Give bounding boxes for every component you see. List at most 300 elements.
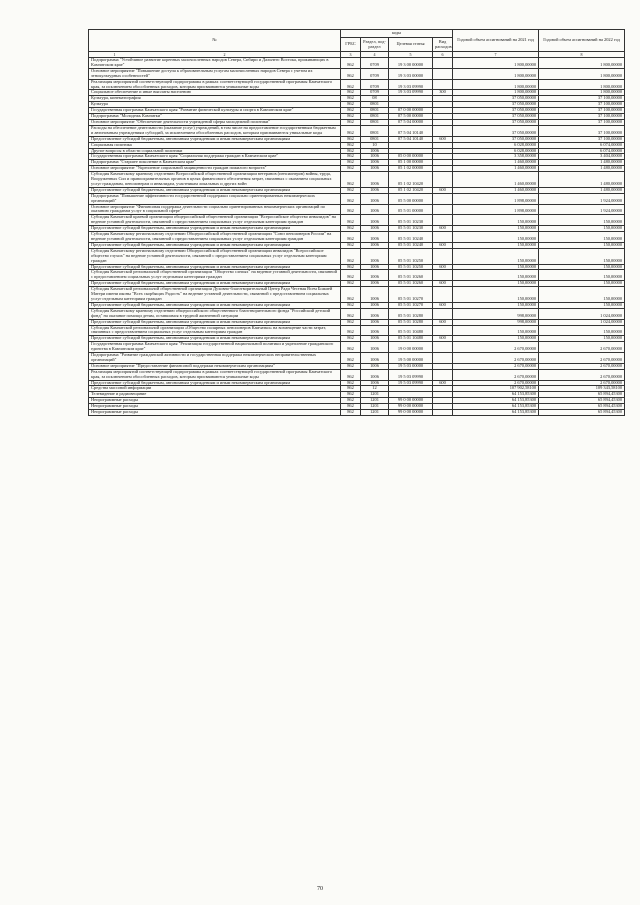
table-row [89,369,625,380]
row-cs-cell: 05 5 01 10240 [389,232,433,243]
row-cs-cell: 07 5 04 10140 [389,136,433,142]
row-cs-cell: 05 5 00 00000 [389,193,433,204]
row-cs-cell: 05 1 02 10420 [389,187,433,193]
row-rz-cell: 1006 [361,160,389,166]
row-rz-cell: 1006 [361,187,389,193]
row-grbs-cell: 862 [341,215,361,226]
row-grbs-cell: 862 [341,96,361,102]
row-vr-cell [433,342,453,353]
row-grbs-cell: 862 [341,287,361,303]
row-grbs-cell: 862 [341,353,361,364]
row-v2-cell: 2 670,00000 [539,363,625,369]
row-grbs-cell: 862 [341,386,361,392]
row-name-cell: Предоставление субсидий бюджетным, автономным учреждениям и иным некоммерческим организациям [89,136,341,142]
row-v2-cell: 150,00000 [539,248,625,264]
header-vid: Вид расходов [433,38,453,52]
table-row [89,58,625,69]
row-v2-cell: 3 404,00000 [539,154,625,160]
row-grbs-cell: 862 [341,154,361,160]
row-cs-cell: 05 1 02 00000 [389,166,433,172]
row-vr-cell: 600 [433,242,453,248]
row-rz-cell: 1006 [361,193,389,204]
row-v1-cell: 37 050,00000 [453,136,539,142]
row-rz-cell: 1006 [361,353,389,364]
table-row [89,308,625,319]
row-vr-cell [433,172,453,188]
row-cs-cell: 19 3 03 09990 [389,79,433,90]
row-grbs-cell: 862 [341,369,361,380]
row-cs-cell: 05 5 01 10250 [389,248,433,264]
row-vr-cell [433,125,453,136]
row-name-cell: Основное мероприятие "Предоставление финансовой поддержки некоммерческим организациям" [89,363,341,369]
row-v1-cell: 150,00000 [453,232,539,243]
row-rz-cell: 1006 [361,336,389,342]
row-v2-cell: 150,00000 [539,270,625,281]
row-grbs-cell: 862 [341,336,361,342]
row-v1-cell: 6 028,00000 [453,148,539,154]
row-v2-cell: 1 800,00000 [539,90,625,96]
row-name-cell: Реализация мероприятий соответствующей подпрограммы в рамках соответствующей государственной программы Камчатского края, за исключением обособленных расходов, которым присваиваются уникальные коды [89,369,341,380]
row-v1-cell: 1 898,00000 [453,204,539,215]
row-v2-cell: 1 800,00000 [539,79,625,90]
row-v1-cell: 150,00000 [453,336,539,342]
row-grbs-cell: 862 [341,404,361,410]
header-razdel: Раздел, под-раздел [361,38,389,52]
row-rz-cell: 1006 [361,264,389,270]
row-vr-cell: 600 [433,281,453,287]
row-grbs-cell: 862 [341,380,361,386]
row-v1-cell: 64 153,85300 [453,398,539,404]
row-rz-cell: 0801 [361,119,389,125]
row-cs-cell: 05 5 01 10230 [389,215,433,226]
header-no: № [89,30,341,52]
row-v2-cell: 1 480,00000 [539,166,625,172]
header-celevaya: Целевая статья [389,38,433,52]
row-vr-cell [433,287,453,303]
row-grbs-cell: 862 [341,187,361,193]
row-grbs-cell: 862 [341,58,361,69]
row-cs-cell: 07 5 04 10140 [389,125,433,136]
row-name-cell: Расходы на обеспечение деятельности (оказание услуг) учреждений, в том числе на предоставление государственным бюджетным и автономным учреждениям субсидий, за исключением обособленных расходов, которым присваиваются уникальные коды [89,125,341,136]
row-name-cell: Подпрограмма "Молодежь Камчатки" [89,114,341,120]
row-name-cell: Субсидия Камчатской краевой организации общероссийской общественной организации "Всероссийское общество инвалидов" на ведение уставной деятельности, связанной с предоставлением социальных услуг отдельным категориям граждан [89,215,341,226]
header-codes: коды [341,30,453,38]
row-v2-cell: 150,00000 [539,281,625,287]
row-rz-cell: 0709 [361,79,389,90]
row-grbs-cell: 862 [341,68,361,79]
row-cs-cell: 19 5 03 09990 [389,380,433,386]
row-name-cell: Подпрограмма "Старшее поколение в Камчатском крае" [89,160,341,166]
row-name-cell: Государственная программа Камчатского края "Реализация государственной национальной политики и укрепление гражданского единства в Камчатском крае" [89,342,341,353]
row-vr-cell [433,215,453,226]
row-rz-cell: 1006 [361,342,389,353]
header-grbs: ГРБС [341,38,361,52]
row-vr-cell [433,232,453,243]
row-v2-cell: 37 100,00000 [539,108,625,114]
row-rz-cell: 1006 [361,287,389,303]
row-grbs-cell: 862 [341,136,361,142]
row-v2-cell: 65 894,45300 [539,392,625,398]
row-cs-cell: 07 0 00 00000 [389,108,433,114]
row-grbs-cell: 862 [341,204,361,215]
column-number: 8 [580,52,583,57]
row-vr-cell [433,369,453,380]
row-rz-cell: 1006 [361,172,389,188]
row-name-cell: Предоставление субсидий бюджетным, автономным учреждениям и иным некоммерческим организациям [89,226,341,232]
row-v1-cell: 2 670,00000 [453,380,539,386]
column-number: 4 [373,52,376,57]
budget-table [88,29,625,416]
row-grbs-cell: 862 [341,125,361,136]
row-vr-cell: 600 [433,264,453,270]
row-name-cell: Социальное обеспечение и иные выплаты населению [89,90,341,96]
row-vr-cell [433,193,453,204]
row-vr-cell [433,308,453,319]
row-v2-cell: 2 670,00000 [539,380,625,386]
row-cs-cell: 99 0 00 00000 [389,410,433,416]
table-row [89,342,625,353]
row-v2-cell: 150,00000 [539,226,625,232]
row-name-cell: Субсидия Камчатской региональной общественной организации Духовно-благотворительный Центр Ради Честная Всем Божией Матери имени иконы "Всех скорбящих Радость" на ведение уставной деятельности, связанной с предоставлением социальных услуг отдельным категориям граждан [89,287,341,303]
row-grbs-cell: 862 [341,242,361,248]
row-v2-cell: 6 074,00000 [539,148,625,154]
row-rz-cell: 0709 [361,58,389,69]
row-rz-cell: 1201 [361,392,389,398]
row-v1-cell: 37 050,00000 [453,96,539,102]
row-rz-cell: 1006 [361,369,389,380]
row-rz-cell: 0801 [361,102,389,108]
row-grbs-cell: 862 [341,392,361,398]
row-rz-cell: 0709 [361,68,389,79]
row-rz-cell: 0801 [361,108,389,114]
row-grbs-cell: 862 [341,248,361,264]
row-grbs-cell: 862 [341,264,361,270]
row-v2-cell: 65 894,45300 [539,404,625,410]
row-grbs-cell: 862 [341,410,361,416]
row-cs-cell: 05 5 01 10250 [389,264,433,270]
row-name-cell: Государственная программа Камчатского края "Развитие физической культуры и спорта в Камчатском крае" [89,108,341,114]
row-v1-cell: 1 800,00000 [453,79,539,90]
row-rz-cell: 1006 [361,242,389,248]
row-grbs-cell: 862 [341,102,361,108]
row-name-cell: Основное мероприятие "Повышение доступа к образовательным услугам малочисленных народов Севера с учетом их этнокультурных особенностей" [89,68,341,79]
row-name-cell: Предоставление субсидий бюджетным, автономным учреждениям и иным некоммерческим организациям [89,302,341,308]
row-rz-cell: 1006 [361,281,389,287]
row-v1-cell: 150,00000 [453,226,539,232]
row-cs-cell: 19 0 00 00000 [389,342,433,353]
row-v1-cell: 1 460,00000 [453,166,539,172]
row-grbs-cell: 862 [341,342,361,353]
row-name-cell: Основное мероприятие "Обеспечение деятельности учреждений сферы молодежной политики" [89,119,341,125]
header-year2: Годовой объем ассигнований на 2022 год [539,30,625,52]
row-v1-cell: 37 050,00000 [453,102,539,108]
row-cs-cell: 05 1 02 10420 [389,172,433,188]
row-name-cell: Подпрограмма "Развитие гражданской активности и государственная поддержка некоммерческих неправительственных организаций" [89,353,341,364]
row-v2-cell: 150,00000 [539,302,625,308]
row-rz-cell: 1006 [361,302,389,308]
row-v1-cell: 2 670,00000 [453,353,539,364]
column-number: 2 [223,52,226,57]
column-number: 3 [349,52,352,57]
row-vr-cell [433,68,453,79]
row-name-cell: Непрограммные расходы [89,398,341,404]
row-rz-cell: 1006 [361,270,389,281]
row-v1-cell: 150,00000 [453,270,539,281]
row-name-cell: Основное мероприятие "Укрепление социальной защищенности граждан пожилого возраста" [89,166,341,172]
row-vr-cell [433,270,453,281]
table-row [89,410,625,416]
row-v2-cell: 37 100,00000 [539,96,625,102]
row-grbs-cell: 862 [341,232,361,243]
row-vr-cell: 600 [433,302,453,308]
row-rz-cell: 1006 [361,166,389,172]
row-grbs-cell: 862 [341,166,361,172]
row-rz-cell: 1006 [361,154,389,160]
row-rz-cell: 1201 [361,404,389,410]
row-name-cell: Предоставление субсидий бюджетным, автономным учреждениям и иным некоммерческим организациям [89,264,341,270]
row-name-cell: Предоставление субсидий бюджетным, автономным учреждениям и иным некоммерческим организациям [89,336,341,342]
row-v2-cell: 1 924,00000 [539,193,625,204]
column-number: 6 [441,52,444,57]
row-v1-cell: 150,00000 [453,264,539,270]
column-number: 7 [494,52,497,57]
row-v2-cell: 150,00000 [539,325,625,336]
row-rz-cell: 1006 [361,204,389,215]
row-v2-cell: 1 480,00000 [539,187,625,193]
row-cs-cell: 05 5 01 10270 [389,302,433,308]
row-vr-cell [433,204,453,215]
row-v1-cell: 150,00000 [453,248,539,264]
row-rz-cell: 1006 [361,215,389,226]
row-grbs-cell: 862 [341,319,361,325]
row-v1-cell: 1 460,00000 [453,187,539,193]
row-name-cell: Субсидия Камчатскому краевому отделению общероссийского общественного благотворительного фонда "Российский детский фонд" на оказание помощи детям, оставшимся в трудной жизненной ситуации [89,308,341,319]
row-v2-cell: 37 100,00000 [539,102,625,108]
row-grbs-cell: 862 [341,281,361,287]
row-cs-cell: 05 0 00 00000 [389,154,433,160]
row-v1-cell: 6 028,00000 [453,142,539,148]
row-cs-cell: 19 5 03 09990 [389,369,433,380]
row-vr-cell: 600 [433,319,453,325]
row-v2-cell: 1 024,00000 [539,319,625,325]
row-v2-cell: 150,00000 [539,264,625,270]
table-row [89,270,625,281]
row-cs-cell: 99 0 00 00000 [389,398,433,404]
row-v2-cell: 2 670,00000 [539,353,625,364]
row-name-cell: Субсидия Камчатскому региональному отделению Общероссийской общественной организации "Союз пенсионеров России" на ведение уставной деятельности, связанной с предоставлением социальных услуг отдельным категориям граждан [89,232,341,243]
row-rz-cell: 1006 [361,325,389,336]
row-v2-cell: 37 100,00000 [539,136,625,142]
row-name-cell: Другие вопросы в области социальной политики [89,148,341,154]
row-name-cell: Средства массовой информации [89,386,341,392]
row-rz-cell: 1201 [361,398,389,404]
row-v2-cell: 37 100,00000 [539,119,625,125]
row-rz-cell: 0801 [361,125,389,136]
row-grbs-cell: 862 [341,363,361,369]
row-name-cell: Предоставление субсидий бюджетным, автономным учреждениям и иным некоммерческим организациям [89,187,341,193]
row-v1-cell: 1 898,00000 [453,193,539,204]
row-name-cell: Субсидия Камчатскому региональному отделению Общероссийской общественной организации инвалидов "Всероссийское общество глухих" на ведение уставной деятельности, связанной с предоставлением социальных услуг отдельным категориям граждан [89,248,341,264]
row-vr-cell [433,58,453,69]
row-v2-cell: 65 894,45300 [539,410,625,416]
row-v2-cell: 150,00000 [539,336,625,342]
row-vr-cell [433,410,453,416]
row-cs-cell: 05 1 00 00000 [389,160,433,166]
row-v1-cell: 37 050,00000 [453,108,539,114]
row-v2-cell: 150,00000 [539,287,625,303]
row-rz-cell: 1006 [361,226,389,232]
row-v2-cell: 1 800,00000 [539,58,625,69]
row-name-cell: Реализация мероприятий соответствующей подпрограммы в рамках соответствующей государственной программы Камчатского края, за исключением обособленных расходов, которым присваиваются уникальные коды [89,79,341,90]
row-name-cell: Культура [89,102,341,108]
row-name-cell: Подпрограмма "Повышение эффективности государственной поддержки социально ориентированных некоммерческих организаций" [89,193,341,204]
row-cs-cell: 05 5 01 00000 [389,204,433,215]
row-v1-cell: 107 902,58100 [453,386,539,392]
row-name-cell: Субсидия Камчатской региональной общественной организации "Общество слепых" на ведение уставной деятельности, связанной с предоставлением социальных услуг отдельным категориям граждан [89,270,341,281]
row-v2-cell: 65 894,45300 [539,398,625,404]
row-v2-cell: 150,00000 [539,242,625,248]
row-cs-cell: 19 3 00 00000 [389,58,433,69]
row-rz-cell: 1006 [361,380,389,386]
row-grbs-cell: 862 [341,302,361,308]
row-v2-cell: 6 074,00000 [539,142,625,148]
row-rz-cell: 1006 [361,232,389,243]
row-rz-cell: 1006 [361,363,389,369]
row-rz-cell: 0709 [361,90,389,96]
row-name-cell: Подпрограмма "Устойчивое развитие коренных малочисленных народов Севера, Сибири и Дальнего Востока, проживающих в Камчатском крае" [89,58,341,69]
row-cs-cell: 05 5 01 10280 [389,308,433,319]
row-name-cell: Субсидия Камчатской региональной организации «Общество полярных пенсионеров Камчатки» на возмещение части затрат, связанных с предоставлением социальных услуг отдельным категориям граждан [89,325,341,336]
row-vr-cell: 600 [433,226,453,232]
row-grbs-cell: 862 [341,148,361,154]
row-v1-cell: 1 460,00000 [453,160,539,166]
row-cs-cell: 19 5 00 00000 [389,353,433,364]
row-name-cell: Предоставление субсидий бюджетным, автономным учреждениям и иным некоммерческим организациям [89,380,341,386]
row-cs-cell: 07 5 04 00000 [389,119,433,125]
row-grbs-cell: 862 [341,270,361,281]
row-cs-cell: 05 5 01 10480 [389,336,433,342]
row-cs-cell: 07 5 00 00000 [389,114,433,120]
row-v1-cell: 150,00000 [453,302,539,308]
row-v1-cell: 1 800,00000 [453,68,539,79]
row-grbs-cell: 862 [341,119,361,125]
row-rz-cell: 0801 [361,114,389,120]
row-v1-cell: 1 460,00000 [453,172,539,188]
row-vr-cell [433,79,453,90]
row-v1-cell: 37 050,00000 [453,114,539,120]
row-v2-cell: 37 100,00000 [539,125,625,136]
row-grbs-cell: 862 [341,193,361,204]
row-v1-cell: 998,00000 [453,308,539,319]
row-name-cell: Непрограммные расходы [89,404,341,410]
row-cs-cell: 19 3 03 09990 [389,90,433,96]
row-v2-cell: 2 670,00000 [539,342,625,353]
row-name-cell: Телевидение и радиовещание [89,392,341,398]
row-v1-cell: 64 153,85300 [453,410,539,416]
table-body [89,52,625,416]
row-grbs-cell: 862 [341,172,361,188]
row-v1-cell: 64 153,85300 [453,404,539,410]
row-v2-cell: 37 100,00000 [539,114,625,120]
row-name-cell: Государственная программа Камчатского края "Социальная поддержка граждан в Камчатском крае" [89,154,341,160]
row-name-cell: Предоставление субсидий бюджетным, автономным учреждениям и иным некоммерческим организациям [89,319,341,325]
row-v1-cell: 2 670,00000 [453,342,539,353]
row-v2-cell: 150,00000 [539,232,625,243]
row-name-cell: Социальная политика [89,142,341,148]
table-row [89,172,625,188]
row-vr-cell [433,325,453,336]
row-cs-cell: 19 3 03 00000 [389,68,433,79]
row-rz-cell: 1006 [361,308,389,319]
row-v2-cell: 1 800,00000 [539,68,625,79]
row-v1-cell: 3 358,00000 [453,154,539,160]
row-grbs-cell: 862 [341,79,361,90]
row-cs-cell: 05 5 01 10230 [389,226,433,232]
table-row [89,248,625,264]
row-v1-cell: 37 050,00000 [453,119,539,125]
row-vr-cell: 600 [433,336,453,342]
table-row [89,79,625,90]
row-rz-cell: 10 [361,142,389,148]
row-grbs-cell: 862 [341,90,361,96]
row-rz-cell: 1006 [361,319,389,325]
row-name-cell: Предоставление субсидий бюджетным, автономным учреждениям и иным некоммерческим организациям [89,281,341,287]
column-number: 5 [409,52,412,57]
row-grbs-cell: 862 [341,325,361,336]
row-v2-cell: 2 670,00000 [539,369,625,380]
header-year1: Годовой объем ассигнований на 2021 год [453,30,539,52]
row-vr-cell: 600 [433,380,453,386]
row-v1-cell: 150,00000 [453,325,539,336]
row-v2-cell: 1 024,00000 [539,308,625,319]
table-row [89,325,625,336]
row-rz-cell: 1006 [361,248,389,264]
row-v1-cell: 150,00000 [453,242,539,248]
row-v1-cell: 2 670,00000 [453,363,539,369]
table-row [89,193,625,204]
row-v1-cell: 150,00000 [453,215,539,226]
row-name-cell: Предоставление субсидий бюджетным, автономным учреждениям и иным некоммерческим организациям [89,242,341,248]
row-cs-cell: 05 5 01 10260 [389,281,433,287]
row-name-cell: Субсидия Камчатскому краевому отделению Всероссийской общественной организации ветеранов (пенсионеров) войны, труда, Вооруженных Сил и правоохранительных органов в целях финансового обеспечения затрат, связанных с оказанием социальных услуг гражданам, пенсионерам и инвалидам, участникам локальных и других войн [89,172,341,188]
row-grbs-cell: 862 [341,108,361,114]
row-v1-cell: 2 670,00000 [453,369,539,380]
row-v1-cell: 37 050,00000 [453,125,539,136]
row-grbs-cell: 862 [341,142,361,148]
table-row [89,68,625,79]
row-v1-cell: 150,00000 [453,281,539,287]
row-grbs-cell: 862 [341,226,361,232]
row-v1-cell: 998,00000 [453,319,539,325]
column-number: 1 [113,52,116,57]
row-cs-cell: 05 5 01 10480 [389,325,433,336]
table-row [89,353,625,364]
row-vr-cell: 600 [433,136,453,142]
row-v1-cell: 1 800,00000 [453,58,539,69]
row-grbs-cell: 862 [341,398,361,404]
table-row [89,125,625,136]
row-vr-cell [433,248,453,264]
row-rz-cell: 08 [361,96,389,102]
row-v2-cell: 1 480,00000 [539,172,625,188]
row-v2-cell: 1 924,00000 [539,204,625,215]
row-v1-cell: 1 800,00000 [453,90,539,96]
row-cs-cell: 05 5 01 10270 [389,287,433,303]
table-row [89,287,625,303]
table-row [89,204,625,215]
row-v2-cell: 109 343,58100 [539,386,625,392]
row-name-cell: Непрограммные расходы [89,410,341,416]
